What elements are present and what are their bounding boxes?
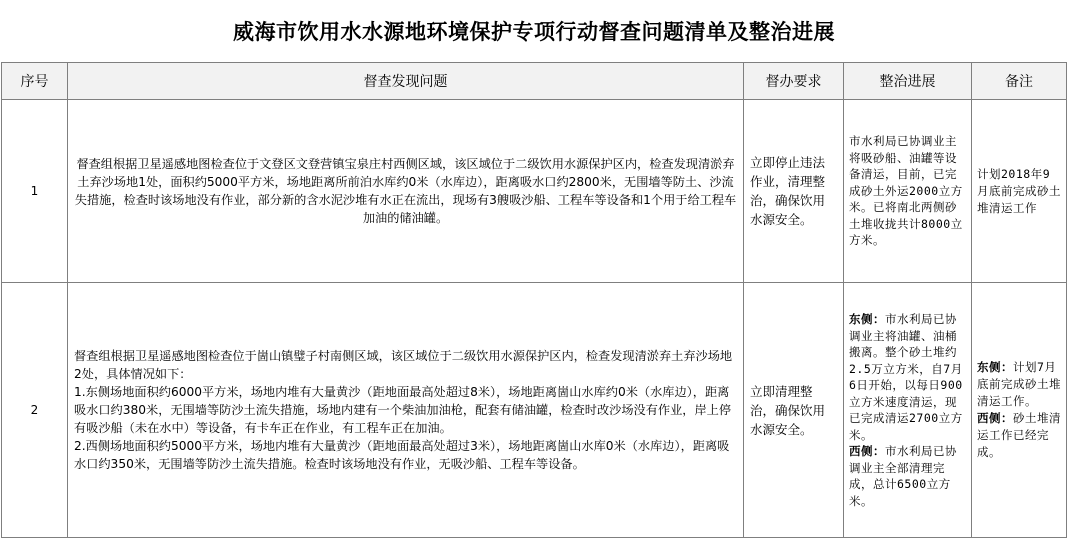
header-row xyxy=(2,63,1067,100)
row-notes[interactable]: 计划2018年9月底前完成砂土堆清运工作 xyxy=(972,100,1067,283)
row-notes[interactable] xyxy=(972,283,1067,538)
header-index[interactable]: 序号 xyxy=(2,63,68,100)
notes-east-label: 东侧： xyxy=(977,360,1013,374)
header-issue[interactable]: 督查发现问题 xyxy=(68,63,744,100)
page-title: 威海市饮用水水源地环境保护专项行动督查问题清单及整治进展 xyxy=(2,0,1067,63)
row-index[interactable]: 1 xyxy=(2,100,68,283)
issue-paragraph: 督查组根据卫星遥感地图检查位于崮山镇璧子村南侧区域，该区域位于二级饮用水源保护区内，检查发现清淤弃土弃沙场地2处，具体情况如下： xyxy=(74,349,733,381)
header-requirement[interactable]: 督办要求 xyxy=(744,63,844,100)
issue-table xyxy=(1,0,1067,538)
progress-east-text: 市水利局已协调业主将油罐、油桶搬离。整个砂土堆约2.5万立方米，自7月6日开始，以每日900立方米速度清运，现已完成清运2700立方米。 xyxy=(849,312,963,442)
row-requirement[interactable]: 立即停止违法作业，清理整治，确保饮用水源安全。 xyxy=(744,100,844,283)
issue-paragraph: 2.西侧场地面积约5000平方米，场地内堆有大量黄沙（距地面最高处超过3米），场地距离崮山水库0米（水库边），距离吸水口约350米，无围墙等防沙土流失措施。检查时该场地没有作业，无吸沙船、工程车等设备。 xyxy=(74,439,730,471)
notes-west-text: 砂土堆清运工作已经完成。 xyxy=(977,411,1061,459)
progress-west-text: 市水利局已协调业主全部清理完成，总计6500立方米。 xyxy=(849,444,957,508)
table-row xyxy=(2,100,1067,283)
notes-west-label: 西侧： xyxy=(977,411,1013,425)
row-progress[interactable]: 市水利局已协调业主将吸砂船、油罐等设备清运，目前，已完成砂土外运2000立方米。已将南北两侧砂土堆收拢共计8000立方米。 xyxy=(844,100,972,283)
header-notes[interactable]: 备注 xyxy=(972,63,1067,100)
row-issue[interactable] xyxy=(68,283,744,538)
row-index[interactable]: 2 xyxy=(2,283,68,538)
table-row xyxy=(2,283,1067,538)
row-requirement[interactable]: 立即清理整治，确保饮用水源安全。 xyxy=(744,283,844,538)
header-progress[interactable]: 整治进展 xyxy=(844,63,972,100)
progress-west-label: 西侧： xyxy=(849,444,885,458)
row-issue[interactable]: 督查组根据卫星遥感地图检查位于文登区文登营镇宝泉庄村西侧区域，该区域位于二级饮用水源保护区内，检查发现清淤弃土弃沙场地1处，面积约5000平方米，场地距离所前泊水库约0米（水库边），距离吸水口约2800米，无围墙等防土、沙流失措施，检查时该场地没有作业，部分新的含水泥沙堆有水正在流出，现场有3艘吸沙船、工程车等设备和1个用于给工程车加油的储油罐。 xyxy=(68,100,744,283)
issue-paragraph: 1.东侧场地面积约6000平方米，场地内堆有大量黄沙（距地面最高处超过8米），场地距离崮山水库约0米（水库边），距离吸水口约380米，无围墙等防沙土流失措施，场地内建有一个柴油加油枪，配套有储油罐，检查时改沙场没有作业，岸上停有吸沙船（未在水中）等设备，有卡车正在作业，有工程车正在加油。 xyxy=(74,385,732,435)
progress-east-label: 东侧： xyxy=(849,312,885,326)
notes-east-text: 计划7月底前完成砂土堆清运工作。 xyxy=(977,360,1061,408)
row-progress[interactable] xyxy=(844,283,972,538)
